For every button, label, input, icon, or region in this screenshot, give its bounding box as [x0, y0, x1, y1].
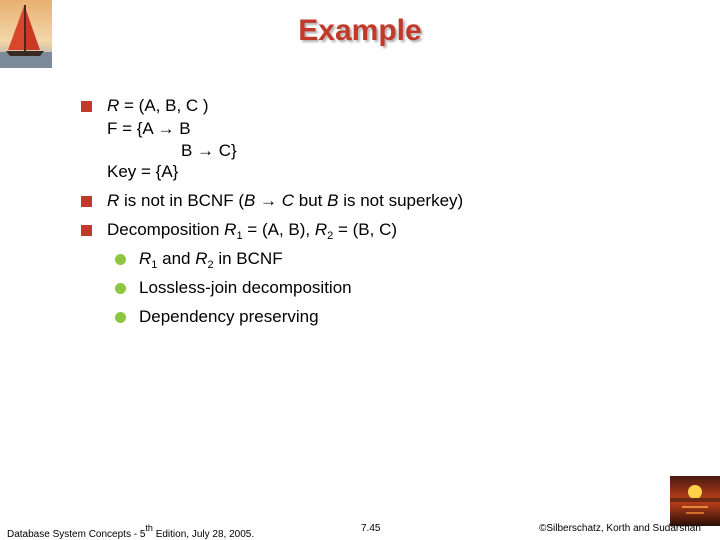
- sub-bullet-bcnf: $R_1$ and $R_2$ in BCNF: [139, 249, 283, 271]
- bullet-square-icon: [81, 225, 92, 236]
- relation-schema-line: R = (A, B, C ): [107, 96, 209, 115]
- bcnf-statement: R is not in BCNF (B → C but B is not superkey): [107, 191, 464, 210]
- footer-left: Database System Concepts - 5th Edition, July 28, 2005.: [7, 523, 255, 540]
- fd-line-2: B → C}: [181, 141, 237, 160]
- fd-line-1: F = {A → B: [107, 119, 191, 138]
- key-line: Key = {A}: [107, 162, 179, 181]
- footer-right: ©Silberschatz, Korth and Sudarshan: [539, 523, 701, 534]
- bullet-dot-icon: [115, 283, 126, 294]
- bullet-dot-icon: [115, 312, 126, 323]
- sub-bullet-lossless: Lossless-join decomposition: [139, 278, 352, 297]
- bullet-square-icon: [81, 101, 92, 112]
- page-number: 7.45: [361, 523, 381, 534]
- bullet-dot-icon: [115, 254, 126, 265]
- sub-bullet-dependency: Dependency preserving: [139, 307, 319, 326]
- sunset-logo-icon: [670, 476, 720, 526]
- decomposition-statement: Decomposition $R_1 = (A$, B), $R_2 = (B$, C): [107, 220, 398, 242]
- bullet-square-icon: [81, 196, 92, 207]
- slide-title: Example: [298, 14, 422, 47]
